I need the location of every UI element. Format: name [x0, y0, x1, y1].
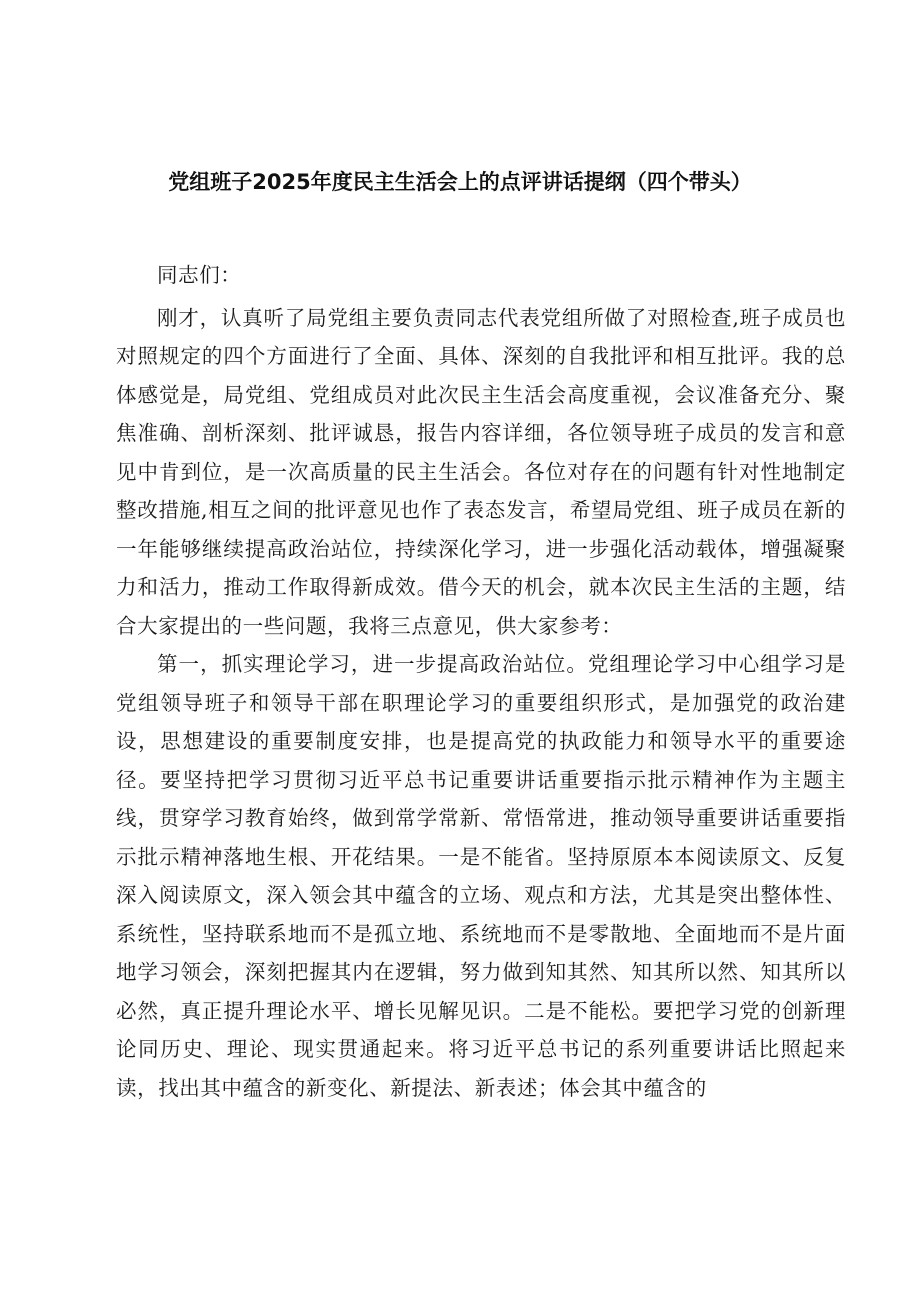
paragraph-first-point: 第一，抓实理论学习，进一步提高政治站位。党组理论学习中心组学习是党组领导班子和领导干部在职理论学习的重要组织形式，是加强党的政治建设，思想建设的重要制度安排，也是提高党的执政能力和领导水平的重要途径。要坚持把学习贯彻习近平总书记重要讲话重要指示批示精神作为主题主线，贯穿学习教育始终，做到常学常新、常悟常进，推动领导重要讲话重要指示批示精神落地生根、开花结果。一是不能省。坚持原原本本阅读原文、反复深入阅读原文，深入领会其中蕴含的立场、观点和方法，尤其是突出整体性、系统性，坚持联系地而不是孤立地、系统地而不是零散地、全面地而不是片面地学习领会，深刻把握其内在逻辑，努力做到知其然、知其所以然、知其所以必然，真正提升理论水平、增长见解见识。二是不能松。要把学习党的创新理论同历史、理论、现实贯通起来。将习近平总书记的系列重要讲话比照起来读，找出其中蕴含的新变化、新提法、新表述；体会其中蕴含的 [116, 652, 846, 1100]
salutation: 同志们： [157, 263, 242, 287]
document-body [116, 256, 846, 1107]
paragraph-opening: 刚才，认真听了局党组主要负责同志代表党组所做了对照检查,班子成员也对照规定的四个方面进行了全面、具体、深刻的自我批评和相互批评。我的总体感觉是，局党组、党组成员对此次民主生活会高度重视，会议准备充分、聚焦准确、剖析深刻、批评诚恳，报告内容详细，各位领导班子成员的发言和意见中肯到位，是一次高质量的民主生活会。各位对存在的问题有针对性地制定整改措施,相互之间的批评意见也作了表态发言，希望局党组、班子成员在新的一年能够继续提高政治站位，持续深化学习，进一步强化活动载体，增强凝聚力和活力，推动工作取得新成效。借今天的机会，就本次民主生活的主题，结合大家提出的一些问题，我将三点意见，供大家参考： [116, 305, 846, 638]
document-title: 党组班子2025年度民主生活会上的点评讲话提纲（四个带头） [168, 170, 752, 194]
